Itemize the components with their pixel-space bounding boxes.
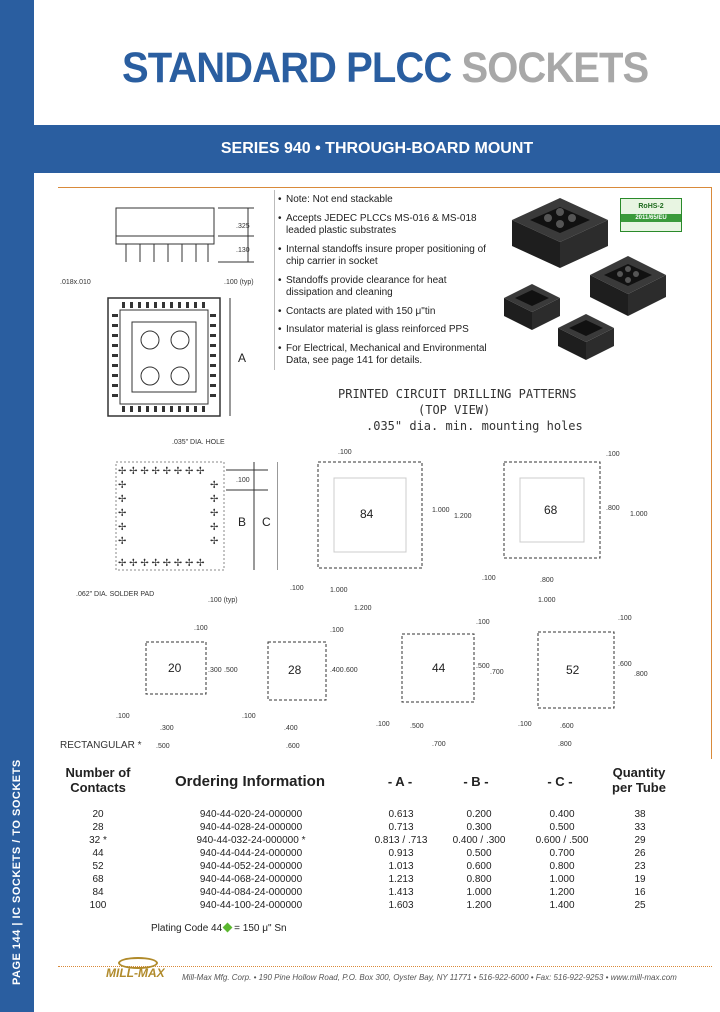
table-cell: 0.600 / .500 (535, 835, 589, 846)
series-banner: SERIES 940 • THROUGH-BOARD MOUNT (34, 125, 720, 173)
plating-value: = 150 μ" Sn (234, 923, 287, 934)
table-cell: 0.813 / .713 (374, 835, 428, 846)
col-ordering (176, 808, 326, 912)
pattern-28 (242, 627, 358, 750)
svg-text:✢: ✢ (210, 536, 219, 547)
socket-image (504, 284, 560, 330)
col-contacts (72, 808, 124, 912)
socket-image (558, 314, 614, 360)
dim-a-label: A (238, 351, 247, 365)
table-cell: 0.400 (549, 809, 575, 820)
page-label: PAGE 144 | IC SOCKETS / TO SOCKETS (11, 759, 23, 985)
table-cell: 0.800 (549, 861, 575, 872)
dim-label: .100 (116, 713, 130, 720)
dim-label: .300 (208, 667, 222, 674)
table-cell: 0.713 (388, 822, 414, 833)
dim-label: .100 (606, 451, 620, 458)
feature-item: • Accepts JEDEC PLCCs MS-016 & MS-018 leaded plastic substrates (278, 213, 488, 238)
dim-label: .300 (160, 725, 174, 732)
table-cell: 0.500 (549, 822, 575, 833)
pattern-84 (290, 449, 472, 612)
dim-label: .600 (560, 723, 574, 730)
dim-label: .100 (330, 627, 344, 634)
svg-text:✢: ✢ (210, 494, 219, 505)
header-c: - C - (547, 774, 573, 789)
pattern-title: PRINTED CIRCUIT DRILLING PATTERNS (338, 387, 577, 401)
dim-label: .500 (476, 663, 490, 670)
dim-label: .100 (338, 449, 352, 456)
footprint-outline (116, 462, 224, 570)
col-c (522, 808, 602, 912)
dim-label: .600 (618, 661, 632, 668)
dim-label: .500 (224, 667, 238, 674)
dim-label: .500 (410, 723, 424, 730)
dim-label: .100 (typ) (224, 279, 254, 286)
header-ordering: Ordering Information (175, 773, 325, 790)
plating-diamond-icon (223, 923, 233, 933)
table-cell: 1.000 (466, 887, 492, 898)
dim-c-label: C (262, 515, 271, 529)
top-view-body (108, 298, 220, 416)
dim-label: 1.000 (538, 597, 556, 604)
svg-text:✢: ✢ (210, 508, 219, 519)
feature-item: • For Electrical, Mechanical and Environmental Data, see page 141 for details. (278, 343, 488, 368)
table-cell: 1.603 (388, 900, 414, 911)
dim-label: .100 (376, 721, 390, 728)
svg-text:✢: ✢ (118, 508, 127, 519)
table-cell: 0.700 (549, 848, 575, 859)
svg-text:✢: ✢ (210, 480, 219, 491)
dim-label: .400 (330, 667, 344, 674)
dim-label: .100 (236, 477, 250, 484)
pattern-20 (116, 625, 238, 750)
dim-label: .700 (432, 741, 446, 748)
rohs-label: RoHS-2 (638, 203, 664, 210)
table-cell: 0.600 (466, 861, 492, 872)
dim-label: 1.200 (454, 513, 472, 520)
feature-item: • Contacts are plated with 150 μ"tin (278, 306, 488, 319)
dim-label: .130 (236, 247, 250, 254)
socket-image (512, 198, 608, 268)
table-cell: 0.300 (466, 822, 492, 833)
rectangular-note: RECTANGULAR * (60, 740, 142, 751)
pattern-number: 52 (566, 663, 580, 677)
table-cell: 25 (634, 900, 646, 911)
table-cell: 26 (634, 848, 646, 859)
table-cell: 0.913 (388, 848, 414, 859)
table-cell: 32 * (89, 835, 107, 846)
dim-label: .100 (518, 721, 532, 728)
rohs-sub: 2011/65/EU (621, 214, 681, 222)
feature-list (278, 194, 488, 374)
dim-label: .100 (482, 575, 496, 582)
socket-drawing (58, 190, 278, 610)
table-cell: 33 (634, 822, 646, 833)
plating-label: Plating Code 44 (151, 923, 223, 934)
table-cell: 1.000 (549, 874, 575, 885)
logo: MILL-MAX (106, 966, 165, 980)
dim-label: .100 (typ) (208, 597, 238, 604)
page-title (122, 44, 648, 93)
pattern-number: 20 (168, 661, 182, 675)
dim-label: 1.200 (354, 605, 372, 612)
header-a: - A - (387, 774, 413, 789)
table-cell: 940-44-020-24-000000 (199, 809, 303, 820)
small-patterns (58, 620, 358, 760)
table-cell: 16 (634, 887, 646, 898)
dim-label: .018x.010 (60, 279, 91, 286)
side-view-body (116, 208, 214, 236)
dim-label: .100 (290, 585, 304, 592)
header-b: - B - (463, 774, 489, 789)
dim-label: .600 (344, 667, 358, 674)
table-cell: 1.013 (388, 861, 414, 872)
svg-text:✢: ✢ (118, 480, 127, 491)
plating-code (151, 923, 287, 934)
title-part1: STANDARD PLCC (122, 44, 462, 92)
table-cell: 940-44-044-24-000000 (199, 848, 303, 859)
dim-label: .500 (156, 743, 170, 750)
table-cell: 1.413 (388, 887, 414, 898)
dim-label: 1.000 (630, 511, 648, 518)
table-cell: 940-44-032-24-000000 * (196, 835, 306, 846)
svg-text:✢: ✢ (118, 522, 127, 533)
table-cell: 940-44-068-24-000000 (199, 874, 303, 885)
pattern-number: 84 (360, 507, 374, 521)
pattern-number: 68 (544, 503, 558, 517)
dim-label: .325 (236, 223, 250, 230)
dim-label: 1.000 (330, 587, 348, 594)
dim-label: .600 (286, 743, 300, 750)
footer-address: Mill-Max Mfg. Corp. • 190 Pine Hollow Road, P.O. Box 300, Oyster Bay, NY 11771 • 516-922-6000 • Fax: 516-922-9253 • www.mill-max.com (182, 973, 677, 982)
table-cell: 44 (92, 848, 104, 859)
col-qty (620, 808, 660, 912)
pattern-number: 44 (432, 661, 446, 675)
svg-text:✢: ✢ (118, 494, 127, 505)
dim-label: .800 (634, 671, 648, 678)
dim-label: .100 (618, 615, 632, 622)
dim-b-label: B (238, 515, 247, 529)
pattern-subtitle: (TOP VIEW) (418, 403, 491, 417)
table-cell: 19 (634, 874, 646, 885)
table-cell: 940-44-028-24-000000 (199, 822, 303, 833)
svg-text:✢ ✢ ✢ ✢ ✢ ✢ ✢ ✢: ✢ ✢ ✢ ✢ ✢ ✢ ✢ ✢ (118, 466, 205, 477)
svg-text:✢: ✢ (210, 522, 219, 533)
dim-label: .800 (606, 505, 620, 512)
table-cell: 1.213 (388, 874, 414, 885)
pattern-number: 28 (288, 663, 302, 677)
header-qty: Quantity per Tube (612, 765, 666, 795)
col-b (442, 808, 516, 912)
feature-item: • Note: Not end stackable (278, 194, 488, 207)
table-cell: 940-44-100-24-000000 (199, 900, 303, 911)
dim-label: 1.000 (432, 507, 450, 514)
table-cell: 0.200 (466, 809, 492, 820)
dim-label: .100 (194, 625, 208, 632)
table-cell: 0.800 (466, 874, 492, 885)
table-cell: 29 (634, 835, 646, 846)
feature-item: • Internal standoffs insure proper positioning of chip carrier in socket (278, 244, 488, 269)
socket-photos (490, 190, 690, 365)
feature-item: • Insulator material is glass reinforced PPS (278, 324, 488, 337)
pad-label: .062" DIA. SOLDER PAD (76, 591, 155, 598)
table-cell: 0.500 (466, 848, 492, 859)
table-cell: 23 (634, 861, 646, 872)
table-cell: 52 (92, 861, 104, 872)
table-cell: 0.400 / .300 (452, 835, 506, 846)
col-a (364, 808, 438, 912)
feature-item: • Standoffs provide clearance for heat dissipation and cleaning (278, 275, 488, 300)
pattern-44 (376, 619, 504, 748)
svg-text:✢: ✢ (118, 536, 127, 547)
dim-label: .700 (490, 669, 504, 676)
table-cell: 1.200 (466, 900, 492, 911)
dim-label: .400 (284, 725, 298, 732)
table-cell: 68 (92, 874, 104, 885)
table-cell: 28 (92, 822, 104, 833)
pattern-subtitle: .035" dia. min. mounting holes (366, 419, 583, 433)
table-cell: 1.200 (549, 887, 575, 898)
svg-text:✢ ✢ ✢ ✢ ✢ ✢ ✢ ✢: ✢ ✢ ✢ ✢ ✢ ✢ ✢ ✢ (118, 558, 205, 569)
header-contacts: Number of Contacts (65, 765, 131, 795)
table-cell: 100 (89, 900, 107, 911)
table-cell: 84 (92, 887, 104, 898)
pattern-52 (518, 615, 648, 748)
title-part2: SOCKETS (461, 44, 649, 92)
table-cell: 940-44-052-24-000000 (199, 861, 303, 872)
table-cell: 0.613 (388, 809, 414, 820)
table-cell: 38 (634, 809, 646, 820)
table-cell: 940-44-084-24-000000 (199, 887, 303, 898)
table-cell: 1.400 (549, 900, 575, 911)
pattern-68 (482, 451, 648, 604)
dim-label: .800 (540, 577, 554, 584)
hole-label: .035" DIA. HOLE (172, 439, 225, 446)
dim-label: .100 (242, 713, 256, 720)
dim-label: .800 (558, 741, 572, 748)
socket-image (590, 256, 666, 316)
dim-label: .100 (476, 619, 490, 626)
table-cell: 20 (92, 809, 104, 820)
